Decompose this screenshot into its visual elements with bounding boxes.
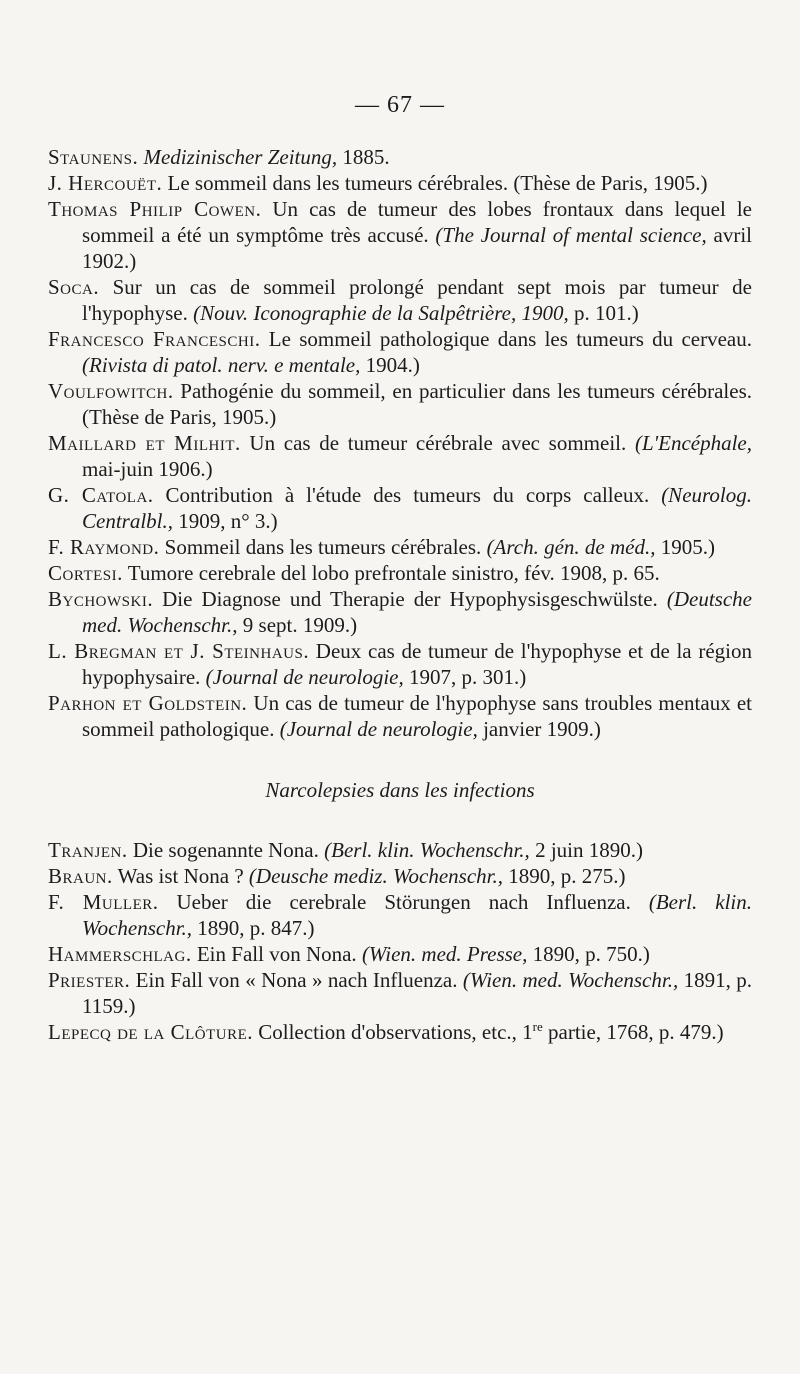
entry-author: Parhon et Goldstein. [48, 691, 248, 715]
bibliography-entry [48, 196, 752, 274]
bibliography-list-tumors [48, 144, 752, 742]
entry-author: Thomas Philip Cowen. [48, 197, 262, 221]
bibliography-entry [48, 837, 752, 863]
entry-text: Pathogénie du sommeil, en particulier dans les tumeurs cérébrales. (Thèse de Paris, 1905.) [82, 379, 752, 429]
entry-source: (Journal de neurologie, [279, 717, 478, 741]
bibliography-list-infections [48, 837, 752, 1045]
entry-source: (Neurolog. Centralbl., [82, 483, 752, 533]
entry-author: Priester. [48, 968, 131, 992]
bibliography-entry [48, 690, 752, 742]
bibliography-entry [48, 1019, 752, 1045]
entry-source: Medizinischer Zeitung, [143, 145, 338, 169]
entry-tail: mai-juin 1906.) [82, 457, 213, 481]
entry-tail: partie, 1768, p. 479.) [542, 1020, 724, 1044]
entry-source: (Nouv. Iconographie de la Salpêtrière, 1900, [193, 301, 569, 325]
page-number: — 67 — [355, 92, 445, 118]
bibliography-entry [48, 889, 752, 941]
entry-tail: 1890, p. 847.) [192, 916, 315, 940]
entry-text: Deux cas de tumeur de l'hypophyse et de la région hypophysaire. [82, 639, 752, 689]
entry-author: G. Catola. [48, 483, 154, 507]
entry-source: (Journal de neurologie, [205, 665, 404, 689]
entry-source: (Wien. med. Wochenschr., [462, 968, 679, 992]
entry-source: (Deutsche med. Wochenschr., [82, 587, 752, 637]
bibliography-entry [48, 863, 752, 889]
entry-source: (The Journal of mental science, [435, 223, 707, 247]
entry-tail: 1909, n° 3.) [173, 509, 278, 533]
entry-text: Un cas de tumeur de l'hypophyse sans troubles mentaux et sommeil pathologique. [82, 691, 752, 741]
entry-author: Tranjen. [48, 838, 128, 862]
entry-tail: 9 sept. 1909.) [237, 613, 358, 637]
entry-author: Braun. [48, 864, 113, 888]
entry-author: Staunens. [48, 145, 139, 169]
entry-source: (Arch. gén. de méd., [486, 535, 656, 559]
entry-tail: 1890, p. 275.) [503, 864, 626, 888]
entry-author: Voulfowitch. [48, 379, 174, 403]
entry-text: Ein Fall von Nona. [191, 942, 362, 966]
entry-source: (Berl. klin. Wochenschr., [82, 890, 752, 940]
entry-tail: 2 juin 1890.) [529, 838, 643, 862]
entry-text: Die sogenannte Nona. [127, 838, 325, 862]
entry-author: Cortesi. [48, 561, 123, 585]
bibliography [48, 144, 752, 1045]
entry-text: Le sommeil dans les tumeurs cérébrales. (Thèse de Paris, 1905.) [162, 171, 708, 195]
entry-author: Bychowski. [48, 587, 154, 611]
entry-text: Un cas de tumeur cérébrale avec sommeil. [240, 431, 635, 455]
entry-text: Ein Fall von « Nona » nach Influenza. [130, 968, 463, 992]
bibliography-entry [48, 430, 752, 482]
entry-tail: 1890, p. 750.) [527, 942, 650, 966]
entry-tail: 1907, p. 301.) [403, 665, 527, 689]
entry-tail: 1904.) [360, 353, 420, 377]
section-title: Narcolepsies dans les infections [265, 778, 535, 802]
bibliography-entry [48, 326, 752, 378]
entry-tail: 1885. [337, 145, 390, 169]
entry-author: Lepecq de la Clôture. [48, 1020, 253, 1044]
bibliography-entry [48, 560, 752, 586]
bibliography-entry [48, 482, 752, 534]
entry-tail: avril 1902.) [82, 223, 752, 273]
entry-author: Hammerschlag. [48, 942, 192, 966]
entry-tail: janvier 1909.) [477, 717, 601, 741]
entry-text: Was ist Nona ? [112, 864, 249, 888]
bibliography-entry [48, 638, 752, 690]
entry-author: Francesco Franceschi. [48, 327, 261, 351]
entry-author: J. Hercouët. [48, 171, 163, 195]
entry-text: Die Diagnose und Therapie der Hypophysisgeschwülste. [153, 587, 667, 611]
bibliography-entry [48, 586, 752, 638]
entry-author: L. Bregman et J. Steinhaus. [48, 639, 310, 663]
bibliography-entry [48, 170, 752, 196]
entry-source: (Berl. klin. Wochenschr., [324, 838, 530, 862]
entry-text: Ueber die cerebrale Störungen nach Influenza. [158, 890, 649, 914]
entry-text: Le sommeil pathologique dans les tumeurs du cerveau. [260, 327, 752, 351]
entry-text: Sommeil dans les tumeurs cérébrales. [159, 535, 487, 559]
entry-text: Collection d'observations, etc., 1 [253, 1020, 533, 1044]
entry-superscript: re [532, 1019, 543, 1034]
entry-text: Contribution à l'étude des tumeurs du corps calleux. [153, 483, 662, 507]
entry-tail: p. 101.) [568, 301, 639, 325]
bibliography-entry [48, 967, 752, 1019]
bibliography-entry [48, 941, 752, 967]
entry-author: F. Raymond. [48, 535, 160, 559]
entry-source: (Wien. med. Presse, [361, 942, 528, 966]
entry-tail: 1891, p. 1159.) [82, 968, 753, 1018]
entry-author: F. Muller. [48, 890, 159, 914]
entry-source: (L'Encéphale, [634, 431, 752, 455]
bibliography-entry [48, 378, 752, 430]
bibliography-entry [48, 144, 752, 170]
entry-text: Tumore cerebrale del lobo prefrontale sinistro, fév. 1908, p. 65. [122, 561, 660, 585]
entry-text: Un cas de tumeur des lobes frontaux dans lequel le sommeil a été un symptôme très accusé. [82, 197, 752, 247]
bibliography-entry [48, 274, 752, 326]
entry-tail: 1905.) [655, 535, 715, 559]
entry-text: Sur un cas de sommeil prolongé pendant sept mois par tumeur de l'hypophyse. [82, 275, 752, 325]
entry-author: Maillard et Milhit. [48, 431, 241, 455]
entry-author: Soca. [48, 275, 100, 299]
bibliography-entry [48, 534, 752, 560]
entry-source: (Rivista di patol. nerv. e mentale, [82, 353, 361, 377]
entry-source: (Deusche mediz. Wochenschr., [248, 864, 504, 888]
